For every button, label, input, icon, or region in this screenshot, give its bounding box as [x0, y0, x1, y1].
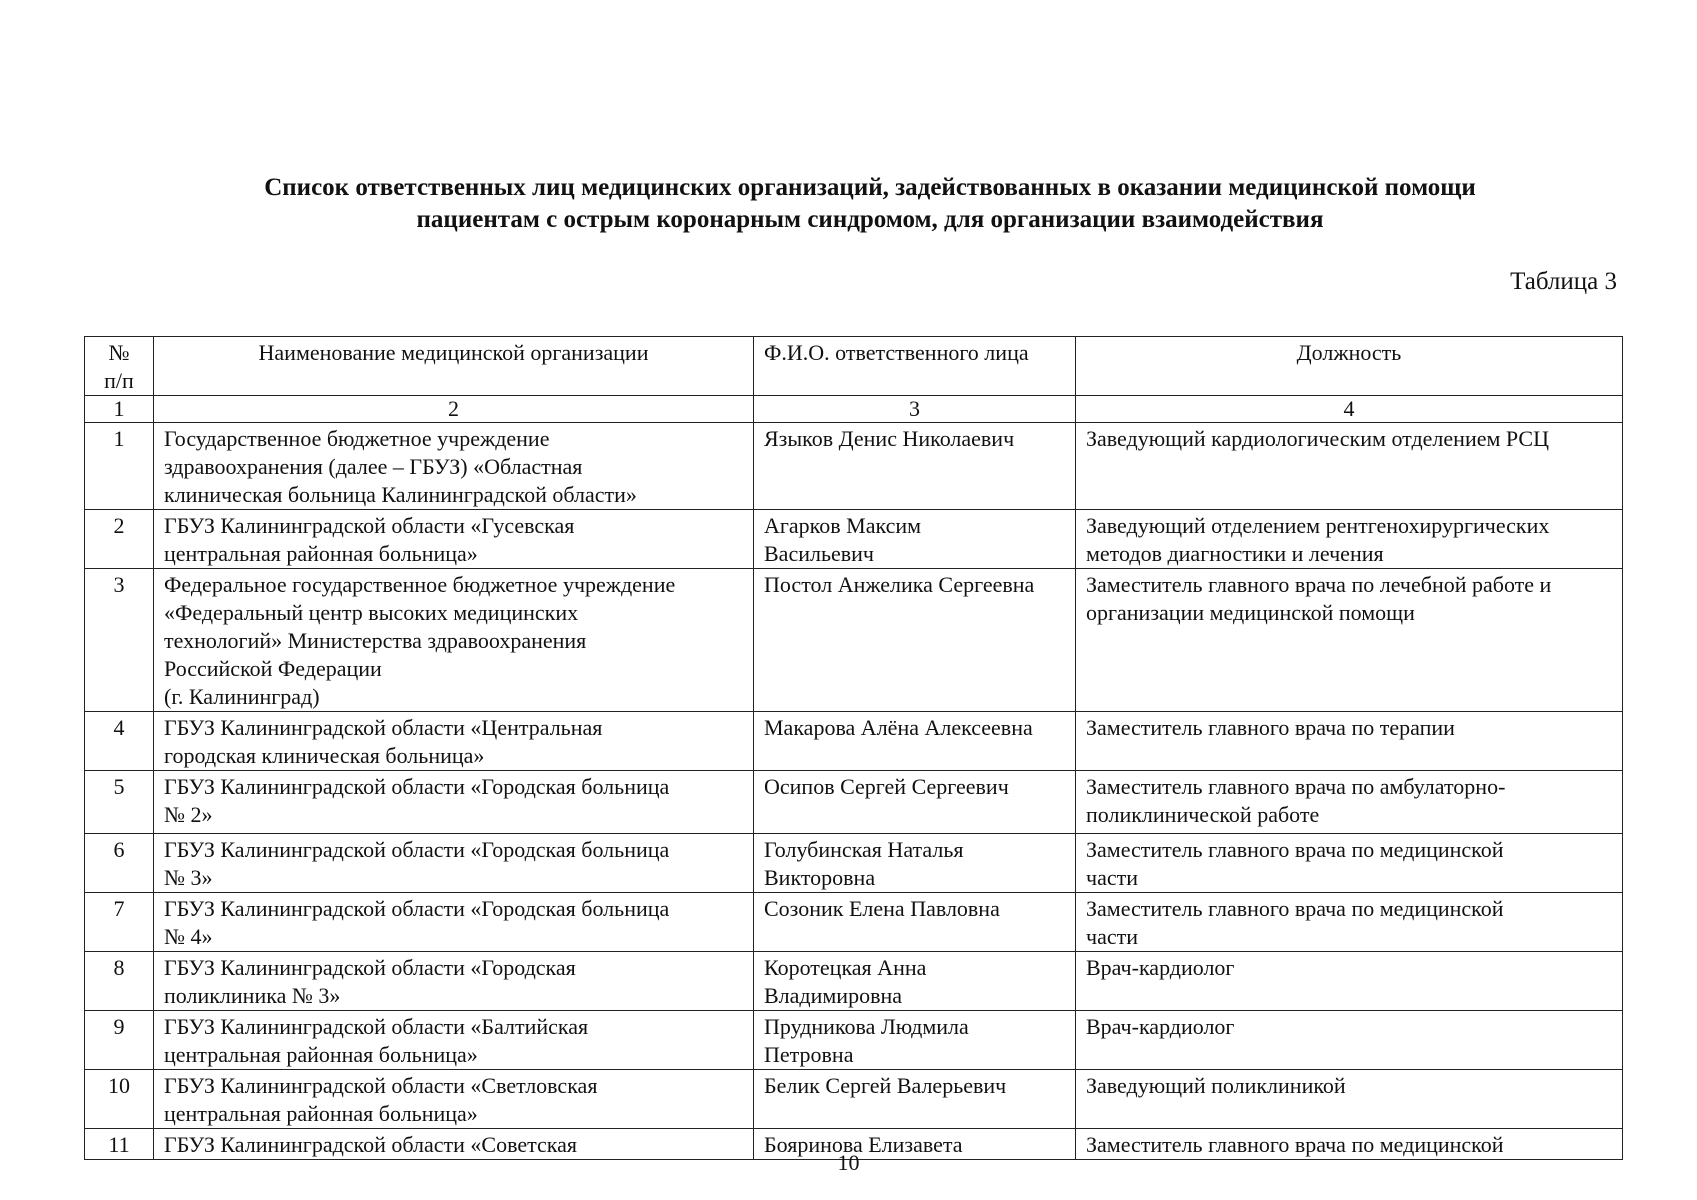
row-organization: Федеральное государственное бюджетное учреждение «Федеральный центр высоких медицинских технологий» Министерства здравоохранения Российской Федерации (г. Калининград): [154, 569, 754, 712]
header-full-name: Ф.И.О. ответственного лица: [754, 337, 1076, 396]
responsible-persons-table: [84, 336, 1623, 1160]
table-row: [85, 569, 1623, 712]
row-position: Врач-кардиолог: [1076, 1011, 1623, 1070]
row-full-name: Прудникова Людмила Петровна: [754, 1011, 1076, 1070]
table-row: [85, 712, 1623, 771]
row-organization: ГБУЗ Калининградской области «Городская больница № 4»: [154, 893, 754, 952]
table-row: [85, 952, 1623, 1011]
row-number: 6: [85, 834, 154, 893]
row-number: 5: [85, 771, 154, 834]
row-number: 8: [85, 952, 154, 1011]
row-position: Заведующий отделением рентгенохирургических методов диагностики и лечения: [1076, 510, 1623, 569]
row-position: Заместитель главного врача по терапии: [1076, 712, 1623, 771]
row-organization: ГБУЗ Калининградской области «Городская больница № 2»: [154, 771, 754, 834]
table-row: [85, 1011, 1623, 1070]
row-organization: ГБУЗ Калининградской области «Гусевская центральная районная больница»: [154, 510, 754, 569]
row-position: Заведующий кардиологическим отделением РСЦ: [1076, 423, 1623, 510]
row-full-name: Осипов Сергей Сергеевич: [754, 771, 1076, 834]
row-organization: ГБУЗ Калининградской области «Городская поликлиника № 3»: [154, 952, 754, 1011]
row-full-name: Коротецкая Анна Владимировна: [754, 952, 1076, 1011]
row-full-name: Макарова Алёна Алексеевна: [754, 712, 1076, 771]
table-row: [85, 893, 1623, 952]
row-organization: ГБУЗ Калининградской области «Городская больница № 3»: [154, 834, 754, 893]
column-number-4: 4: [1076, 396, 1623, 423]
row-position: Заместитель главного врача по медицинской части: [1076, 893, 1623, 952]
table-row: [85, 510, 1623, 569]
row-full-name: Языков Денис Николаевич: [754, 423, 1076, 510]
column-number-1: 1: [85, 396, 154, 423]
header-number: № п/п: [85, 337, 154, 396]
row-number: 7: [85, 893, 154, 952]
row-full-name: Созоник Елена Павловна: [754, 893, 1076, 952]
row-organization: ГБУЗ Калининградской области «Советская: [154, 1129, 754, 1160]
document-title: [150, 172, 1590, 236]
row-organization: ГБУЗ Калининградской области «Центральная городская клиническая больница»: [154, 712, 754, 771]
row-organization: ГБУЗ Калининградской области «Светловская центральная районная больница»: [154, 1070, 754, 1129]
column-number-3: 3: [754, 396, 1076, 423]
row-organization: Государственное бюджетное учреждение здравоохранения (далее – ГБУЗ) «Областная клиническая больница Калининградской области»: [154, 423, 754, 510]
row-number: 10: [85, 1070, 154, 1129]
row-position: Заместитель главного врача по медицинской: [1076, 1129, 1623, 1160]
row-position: Заместитель главного врача по медицинской части: [1076, 834, 1623, 893]
row-number: 2: [85, 510, 154, 569]
row-full-name: Голубинская Наталья Викторовна: [754, 834, 1076, 893]
header-position: Должность: [1076, 337, 1623, 396]
column-number-2: 2: [154, 396, 754, 423]
row-position: Заместитель главного врача по амбулаторно- поликлинической работе: [1076, 771, 1623, 834]
table-row: [85, 1070, 1623, 1129]
row-full-name: Белик Сергей Валерьевич: [754, 1070, 1076, 1129]
row-number: 11: [85, 1129, 154, 1160]
row-full-name: Бояринова Елизавета: [754, 1129, 1076, 1160]
row-position: Заместитель главного врача по лечебной работе и организации медицинской помощи: [1076, 569, 1623, 712]
table-label: Таблица 3: [1510, 268, 1617, 295]
row-number: 1: [85, 423, 154, 510]
header-organization: Наименование медицинской организации: [154, 337, 754, 396]
table-row: [85, 423, 1623, 510]
document-title-line-2: пациентам с острым коронарным синдромом, для организации взаимодействия: [416, 206, 1324, 233]
row-number: 3: [85, 569, 154, 712]
table-header-row: [85, 337, 1623, 396]
row-full-name: Агарков Максим Васильевич: [754, 510, 1076, 569]
page-number: 10: [837, 1150, 860, 1175]
table-row: [85, 771, 1623, 834]
column-numbers-row: [85, 396, 1623, 423]
row-organization: ГБУЗ Калининградской области «Балтийская центральная районная больница»: [154, 1011, 754, 1070]
row-full-name: Постол Анжелика Сергеевна: [754, 569, 1076, 712]
row-position: Врач-кардиолог: [1076, 952, 1623, 1011]
row-number: 4: [85, 712, 154, 771]
document-title-line-1: Список ответственных лиц медицинских организаций, задействованных в оказании медицинской помощи: [264, 174, 1476, 201]
row-number: 9: [85, 1011, 154, 1070]
row-position: Заведующий поликлиникой: [1076, 1070, 1623, 1129]
table-row: [85, 834, 1623, 893]
